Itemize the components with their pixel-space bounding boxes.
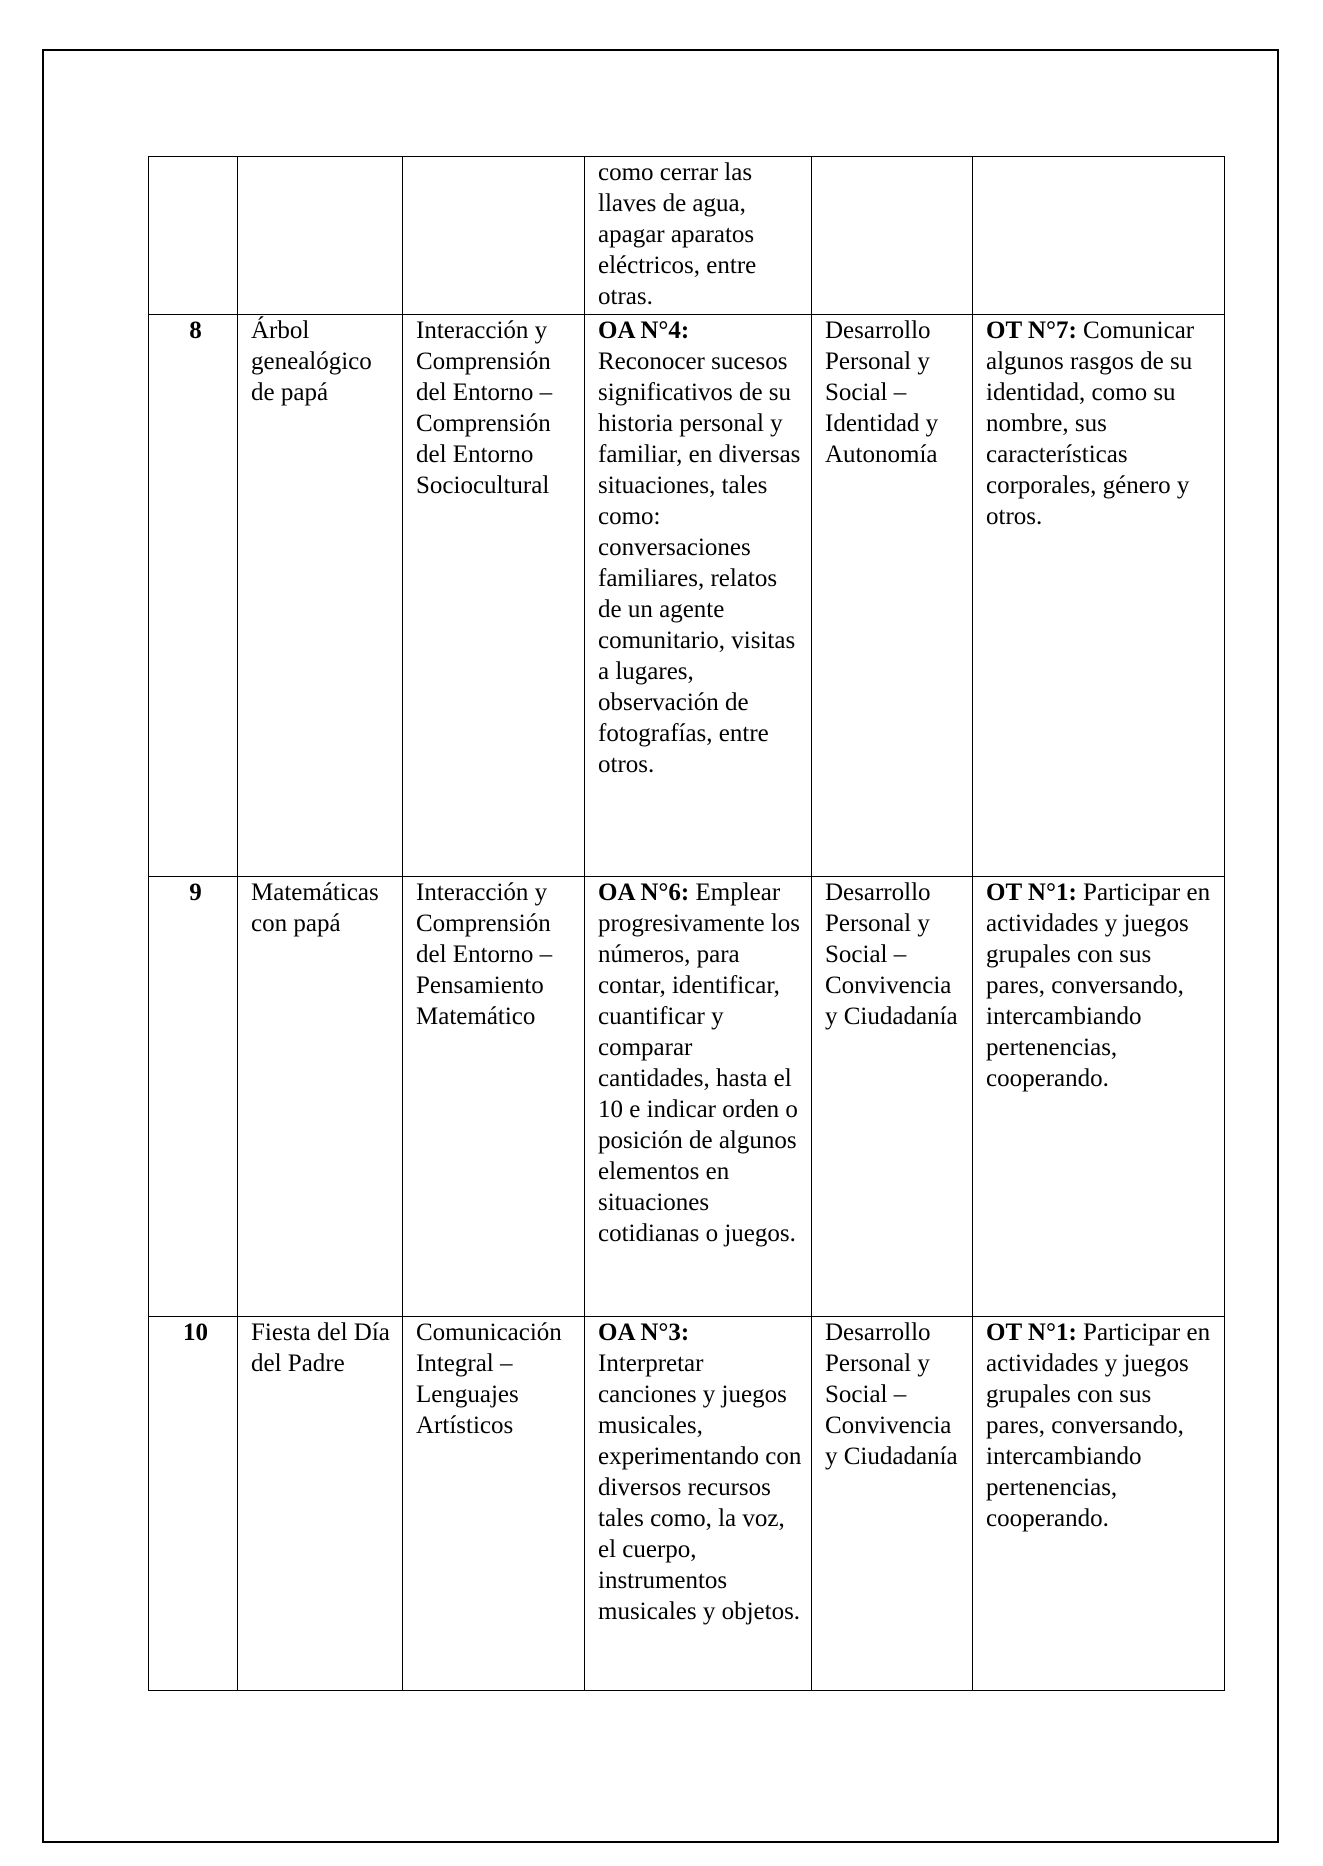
table-row <box>149 877 1225 1317</box>
transversal-text: Participar en actividades y juegos grupales con sus pares, conversando, intercambiando pertenencias, cooperando. <box>986 1319 1211 1532</box>
row-number <box>149 157 238 315</box>
scope-cell: Comunicación Integral – Lenguajes Artísticos <box>403 1317 585 1691</box>
scope-cell: Interacción y Comprensión del Entorno – Comprensión del Entorno Sociocultural <box>403 315 585 877</box>
activity-cell: Matemáticas con papá <box>238 877 403 1317</box>
transversal-objective-cell <box>973 157 1225 315</box>
transversal-code: OT N°7: <box>986 317 1077 344</box>
row-number: 9 <box>149 877 238 1317</box>
objective-text: Emplear progresivamente los números, para contar, identificar, cuantificar y comparar cantidades, hasta el 10 e indicar orden o posición de algunos elementos en situaciones cotidianas o juegos. <box>598 879 801 1247</box>
transversal-objective-cell <box>973 1317 1225 1691</box>
transversal-scope-cell: Desarrollo Personal y Social – Identidad y Autonomía <box>812 315 973 877</box>
transversal-objective-cell <box>973 877 1225 1317</box>
objective-code: OA N°4: <box>598 317 690 344</box>
objective-cell <box>585 1317 812 1691</box>
scope-cell: Interacción y Comprensión del Entorno – Pensamiento Matemático <box>403 877 585 1317</box>
transversal-text: Participar en actividades y juegos grupales con sus pares, conversando, intercambiando pertenencias, cooperando. <box>986 879 1211 1092</box>
transversal-code: OT N°1: <box>986 1319 1077 1346</box>
transversal-scope-cell: Desarrollo Personal y Social – Convivencia y Ciudadanía <box>812 877 973 1317</box>
objective-cell <box>585 315 812 877</box>
activity-cell: Árbol genealógico de papá <box>238 315 403 877</box>
table-row <box>149 1317 1225 1691</box>
activity-cell <box>238 157 403 315</box>
objective-code: OA N°3: <box>598 1319 690 1346</box>
transversal-scope-cell: Desarrollo Personal y Social – Convivencia y Ciudadanía <box>812 1317 973 1691</box>
objective-cell <box>585 157 812 315</box>
table-row <box>149 157 1225 315</box>
scope-cell <box>403 157 585 315</box>
objective-code: OA N°6: <box>598 879 690 906</box>
row-number: 8 <box>149 315 238 877</box>
activity-cell: Fiesta del Día del Padre <box>238 1317 403 1691</box>
objective-cell <box>585 877 812 1317</box>
planning-table <box>148 156 1225 1691</box>
table-row <box>149 315 1225 877</box>
transversal-scope-cell <box>812 157 973 315</box>
row-number: 10 <box>149 1317 238 1691</box>
objective-text: Reconocer sucesos significativos de su historia personal y familiar, en diversas situaciones, tales como: conversaciones familiares, relatos de un agente comunitario, visitas a lugares, observación de fotografías, entre otros. <box>598 348 801 778</box>
transversal-text: Comunicar algunos rasgos de su identidad, como su nombre, sus características corporales, género y otros. <box>986 317 1195 530</box>
objective-text: como cerrar las llaves de agua, apagar aparatos eléctricos, entre otras. <box>598 159 757 310</box>
objective-text: Interpretar canciones y juegos musicales, experimentando con diversos recursos tales como, la voz, el cuerpo, instrumentos musicales y objetos. <box>598 1350 802 1625</box>
transversal-code: OT N°1: <box>986 879 1077 906</box>
transversal-objective-cell <box>973 315 1225 877</box>
